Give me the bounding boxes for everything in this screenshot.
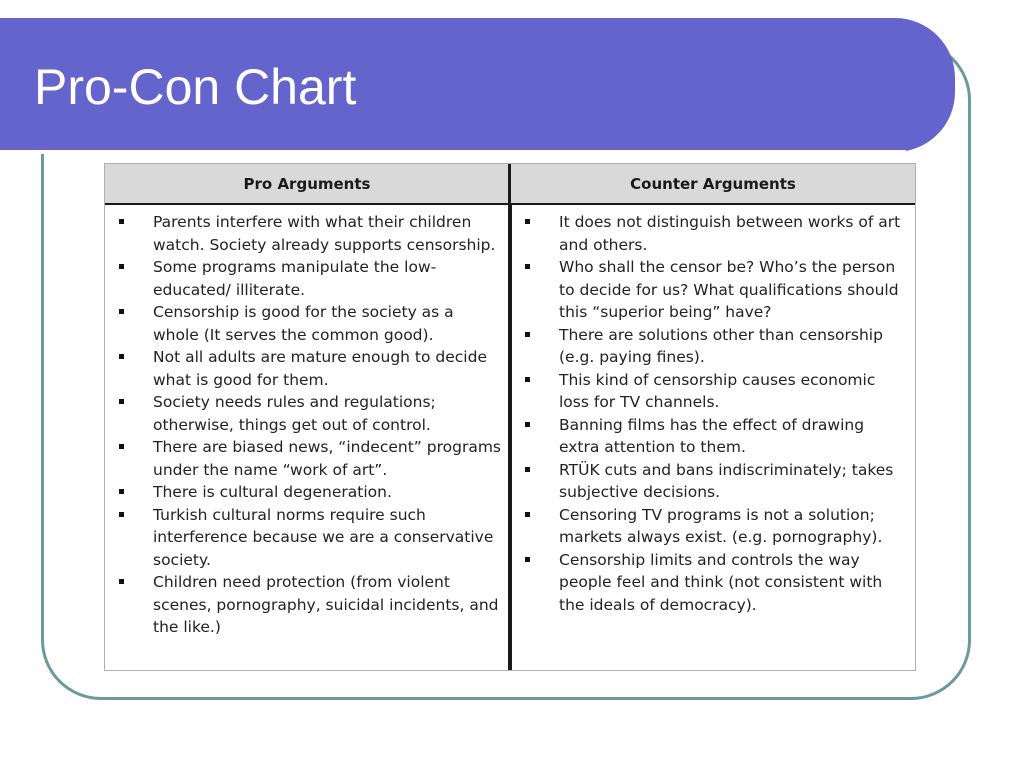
pro-item: Turkish cultural norms require such interference because we are a conservative society. [119, 504, 501, 572]
pro-list [105, 205, 509, 639]
con-item: Who shall the censor be? Who’s the person to decide for us? What qualifications should this “superior being” have? [525, 256, 907, 324]
con-item: It does not distinguish between works of art and others. [525, 211, 907, 256]
con-item: Censoring TV programs is not a solution; markets always exist. (e.g. pornography). [525, 504, 907, 549]
pro-item: Censorship is good for the society as a whole (It serves the common good). [119, 301, 501, 346]
con-item: Banning films has the effect of drawing extra attention to them. [525, 414, 907, 459]
con-list [511, 205, 915, 616]
pro-item: Some programs manipulate the low-educated/ illiterate. [119, 256, 501, 301]
pro-item: Parents interfere with what their children watch. Society already supports censorship. [119, 211, 501, 256]
title-band [0, 18, 955, 152]
con-item: This kind of censorship causes economic loss for TV channels. [525, 369, 907, 414]
con-item: RTÜK cuts and bans indiscriminately; takes subjective decisions. [525, 459, 907, 504]
pro-item: Not all adults are mature enough to decide what is good for them. [119, 346, 501, 391]
pro-header: Pro Arguments [105, 164, 509, 205]
con-item: There are solutions other than censorship (e.g. paying fines). [525, 324, 907, 369]
pro-con-table [104, 163, 916, 671]
pro-item: Society needs rules and regulations; otherwise, things get out of control. [119, 391, 501, 436]
con-column [511, 164, 915, 670]
pro-item: Children need protection (from violent scenes, pornography, suicidal incidents, and the like.) [119, 571, 501, 639]
title-underline [0, 150, 906, 154]
pro-column [105, 164, 509, 670]
con-item: Censorship limits and controls the way people feel and think (not consistent with the ideals of democracy). [525, 549, 907, 617]
slide-title: Pro-Con Chart [34, 59, 357, 115]
pro-item: There are biased news, “indecent” programs under the name “work of art”. [119, 436, 501, 481]
con-header: Counter Arguments [511, 164, 915, 205]
pro-item: There is cultural degeneration. [119, 481, 501, 504]
